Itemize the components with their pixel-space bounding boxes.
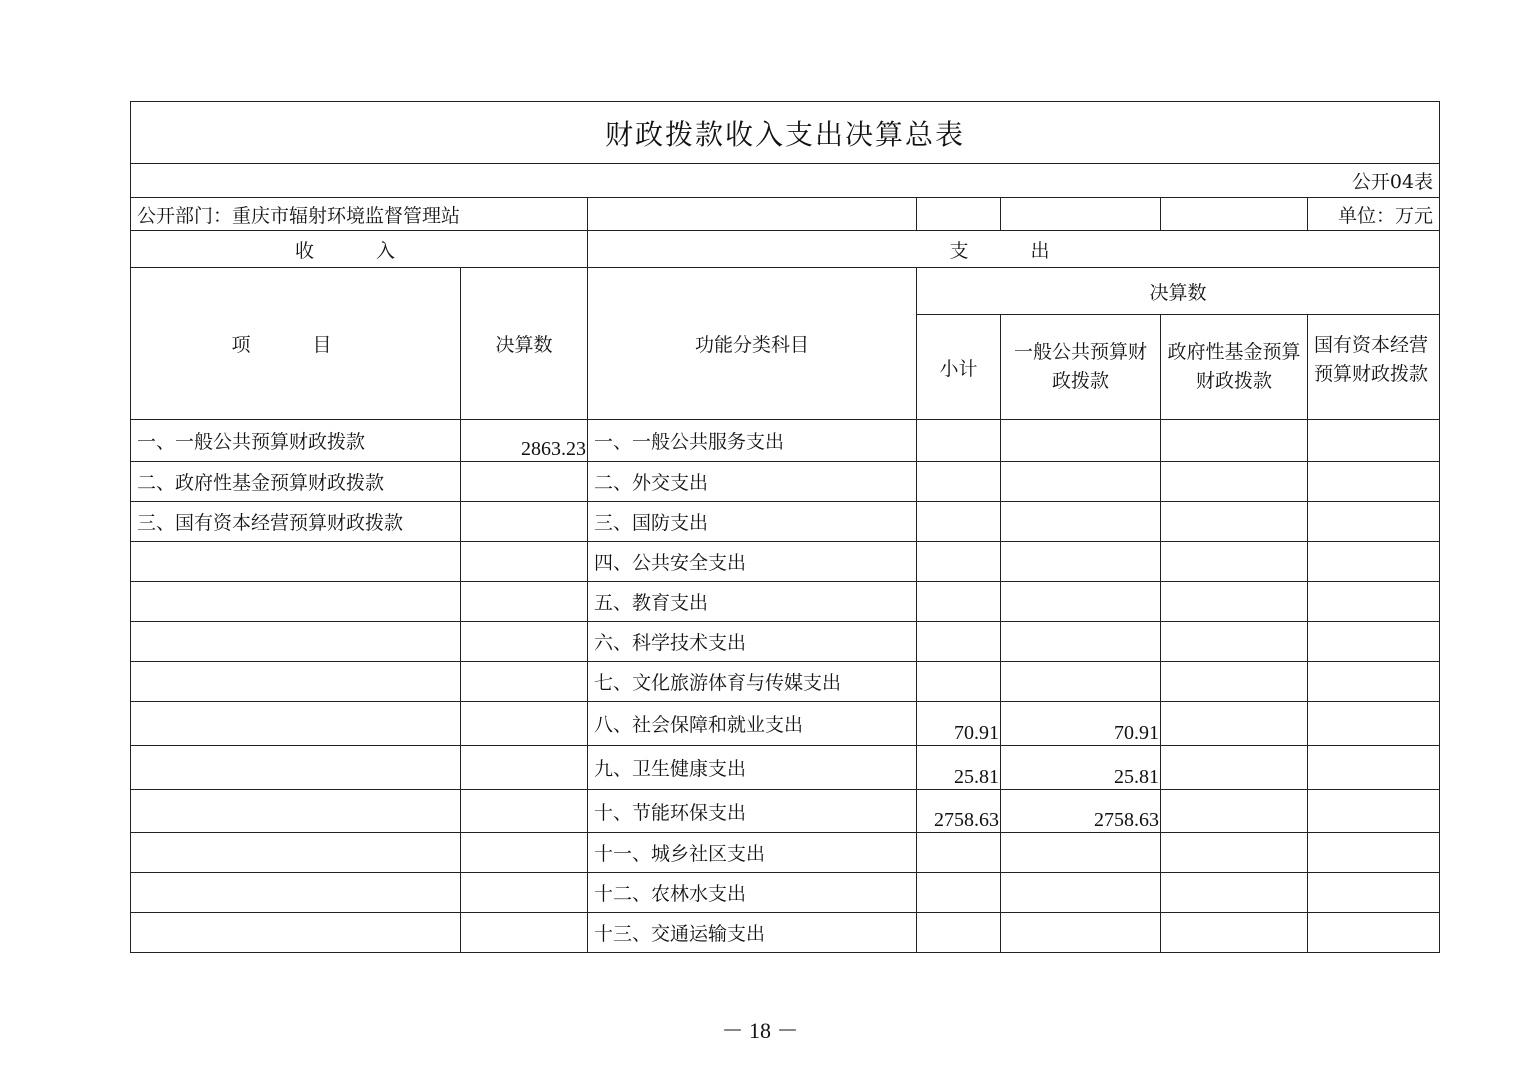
table-row [131,790,1440,833]
state-capital-cell [1308,420,1440,462]
gov-fund-cell [1161,790,1308,833]
general-budget-cell [1001,462,1161,502]
income-item-cell [131,746,461,790]
general-budget-cell: 2758.63 [1001,790,1161,833]
subtotal-cell [917,462,1001,502]
general-budget-cell [1001,913,1161,953]
expense-item-cell: 八、社会保障和就业支出 [588,702,917,746]
expense-item-cell: 十三、交通运输支出 [588,913,917,953]
income-item-cell [131,702,461,746]
gov-fund-cell [1161,833,1308,873]
general-budget-cell [1001,582,1161,622]
subtotal-cell [917,913,1001,953]
subtotal-cell: 25.81 [917,746,1001,790]
general-budget-cell: 70.91 [1001,702,1161,746]
gov-fund-cell [1161,462,1308,502]
table-row [131,833,1440,873]
subtotal-cell [917,662,1001,702]
table-row [131,622,1440,662]
unit-label: 单位：万元 [1308,198,1440,231]
page-number: － 18 － [721,1018,799,1043]
expense-item-cell: 十一、城乡社区支出 [588,833,917,873]
table-code: 公开04表 [131,164,1440,198]
table-row [131,662,1440,702]
expense-item-cell: 二、外交支出 [588,462,917,502]
state-capital-cell [1308,462,1440,502]
income-amount-cell: 2863.23 [461,420,588,462]
table-row [131,420,1440,462]
general-budget-cell [1001,833,1161,873]
income-amount-cell [461,746,588,790]
subtotal-cell [917,542,1001,582]
general-budget-cell [1001,542,1161,582]
general-budget-cell: 25.81 [1001,746,1161,790]
subtotal-cell [917,833,1001,873]
table-row [131,913,1440,953]
gov-fund-cell [1161,420,1308,462]
income-item-cell: 一、一般公共预算财政拨款 [131,420,461,462]
expense-item-cell: 七、文化旅游体育与传媒支出 [588,662,917,702]
state-capital-cell [1308,913,1440,953]
income-amount-cell [461,913,588,953]
data-rows [131,420,1440,953]
subtotal-cell [917,420,1001,462]
state-capital-cell [1308,790,1440,833]
income-item-cell [131,662,461,702]
empty-cell [1161,198,1308,231]
gov-fund-cell [1161,702,1308,746]
income-amount-cell [461,873,588,913]
gov-fund-cell [1161,542,1308,582]
expense-item-cell: 四、公共安全支出 [588,542,917,582]
budget-summary-table [130,101,1440,953]
table-title: 财政拨款收入支出决算总表 [131,102,1440,164]
state-capital-cell [1308,662,1440,702]
expense-item-cell: 十二、农林水支出 [588,873,917,913]
state-capital-cell [1308,582,1440,622]
income-item-cell [131,542,461,582]
function-category-header: 功能分类科目 [588,268,917,420]
income-amount-cell [461,542,588,582]
subtotal-cell: 70.91 [917,702,1001,746]
empty-cell [1001,198,1161,231]
subtotal-cell [917,582,1001,622]
state-capital-cell [1308,746,1440,790]
table-row [131,746,1440,790]
subtotal-cell [917,622,1001,662]
table-row [131,542,1440,582]
general-budget-header: 一般公共预算财政拨款 [1001,315,1161,420]
expense-item-cell: 六、科学技术支出 [588,622,917,662]
income-amount-cell [461,702,588,746]
expense-item-cell: 五、教育支出 [588,582,917,622]
general-budget-cell [1001,622,1161,662]
income-item-cell [131,873,461,913]
final-amount-header: 决算数 [917,268,1440,315]
empty-cell [588,198,917,231]
table-row [131,462,1440,502]
table-row [131,702,1440,746]
expense-item-cell: 十、节能环保支出 [588,790,917,833]
gov-fund-cell [1161,746,1308,790]
table-row [131,873,1440,913]
state-capital-cell [1308,702,1440,746]
expense-header: 支 出 [588,231,1440,268]
table-row [131,502,1440,542]
income-amount-cell [461,790,588,833]
subtotal-header: 小计 [917,315,1001,420]
income-item-cell: 三、国有资本经营预算财政拨款 [131,502,461,542]
income-item-cell [131,582,461,622]
general-budget-cell [1001,873,1161,913]
state-capital-cell [1308,542,1440,582]
state-capital-header: 国有资本经营 预算财政拨款 [1308,315,1440,420]
subtotal-cell: 2758.63 [917,790,1001,833]
income-item-cell [131,622,461,662]
income-amount-cell [461,622,588,662]
income-amount-cell [461,582,588,622]
state-capital-cell [1308,873,1440,913]
income-header: 收 入 [131,231,588,268]
expense-item-cell: 三、国防支出 [588,502,917,542]
general-budget-cell [1001,502,1161,542]
empty-cell [917,198,1001,231]
income-item-cell: 二、政府性基金预算财政拨款 [131,462,461,502]
gov-fund-cell [1161,873,1308,913]
general-budget-cell [1001,662,1161,702]
subtotal-cell [917,873,1001,913]
gov-fund-cell [1161,582,1308,622]
income-amount-cell [461,662,588,702]
amount-column-header: 决算数 [461,268,588,420]
department-label: 公开部门：重庆市辐射环境监督管理站 [131,198,588,231]
gov-fund-cell [1161,913,1308,953]
table-row [131,582,1440,622]
general-budget-cell [1001,420,1161,462]
income-item-cell [131,833,461,873]
income-item-cell [131,913,461,953]
gov-fund-cell [1161,502,1308,542]
income-amount-cell [461,833,588,873]
income-amount-cell [461,462,588,502]
item-column-header: 项 目 [131,268,461,420]
subtotal-cell [917,502,1001,542]
income-amount-cell [461,502,588,542]
state-capital-cell [1308,833,1440,873]
income-item-cell [131,790,461,833]
expense-item-cell: 一、一般公共服务支出 [588,420,917,462]
expense-item-cell: 九、卫生健康支出 [588,746,917,790]
gov-fund-cell [1161,622,1308,662]
state-capital-cell [1308,502,1440,542]
gov-fund-header: 政府性基金预算财政拨款 [1161,315,1308,420]
state-capital-cell [1308,622,1440,662]
gov-fund-cell [1161,662,1308,702]
